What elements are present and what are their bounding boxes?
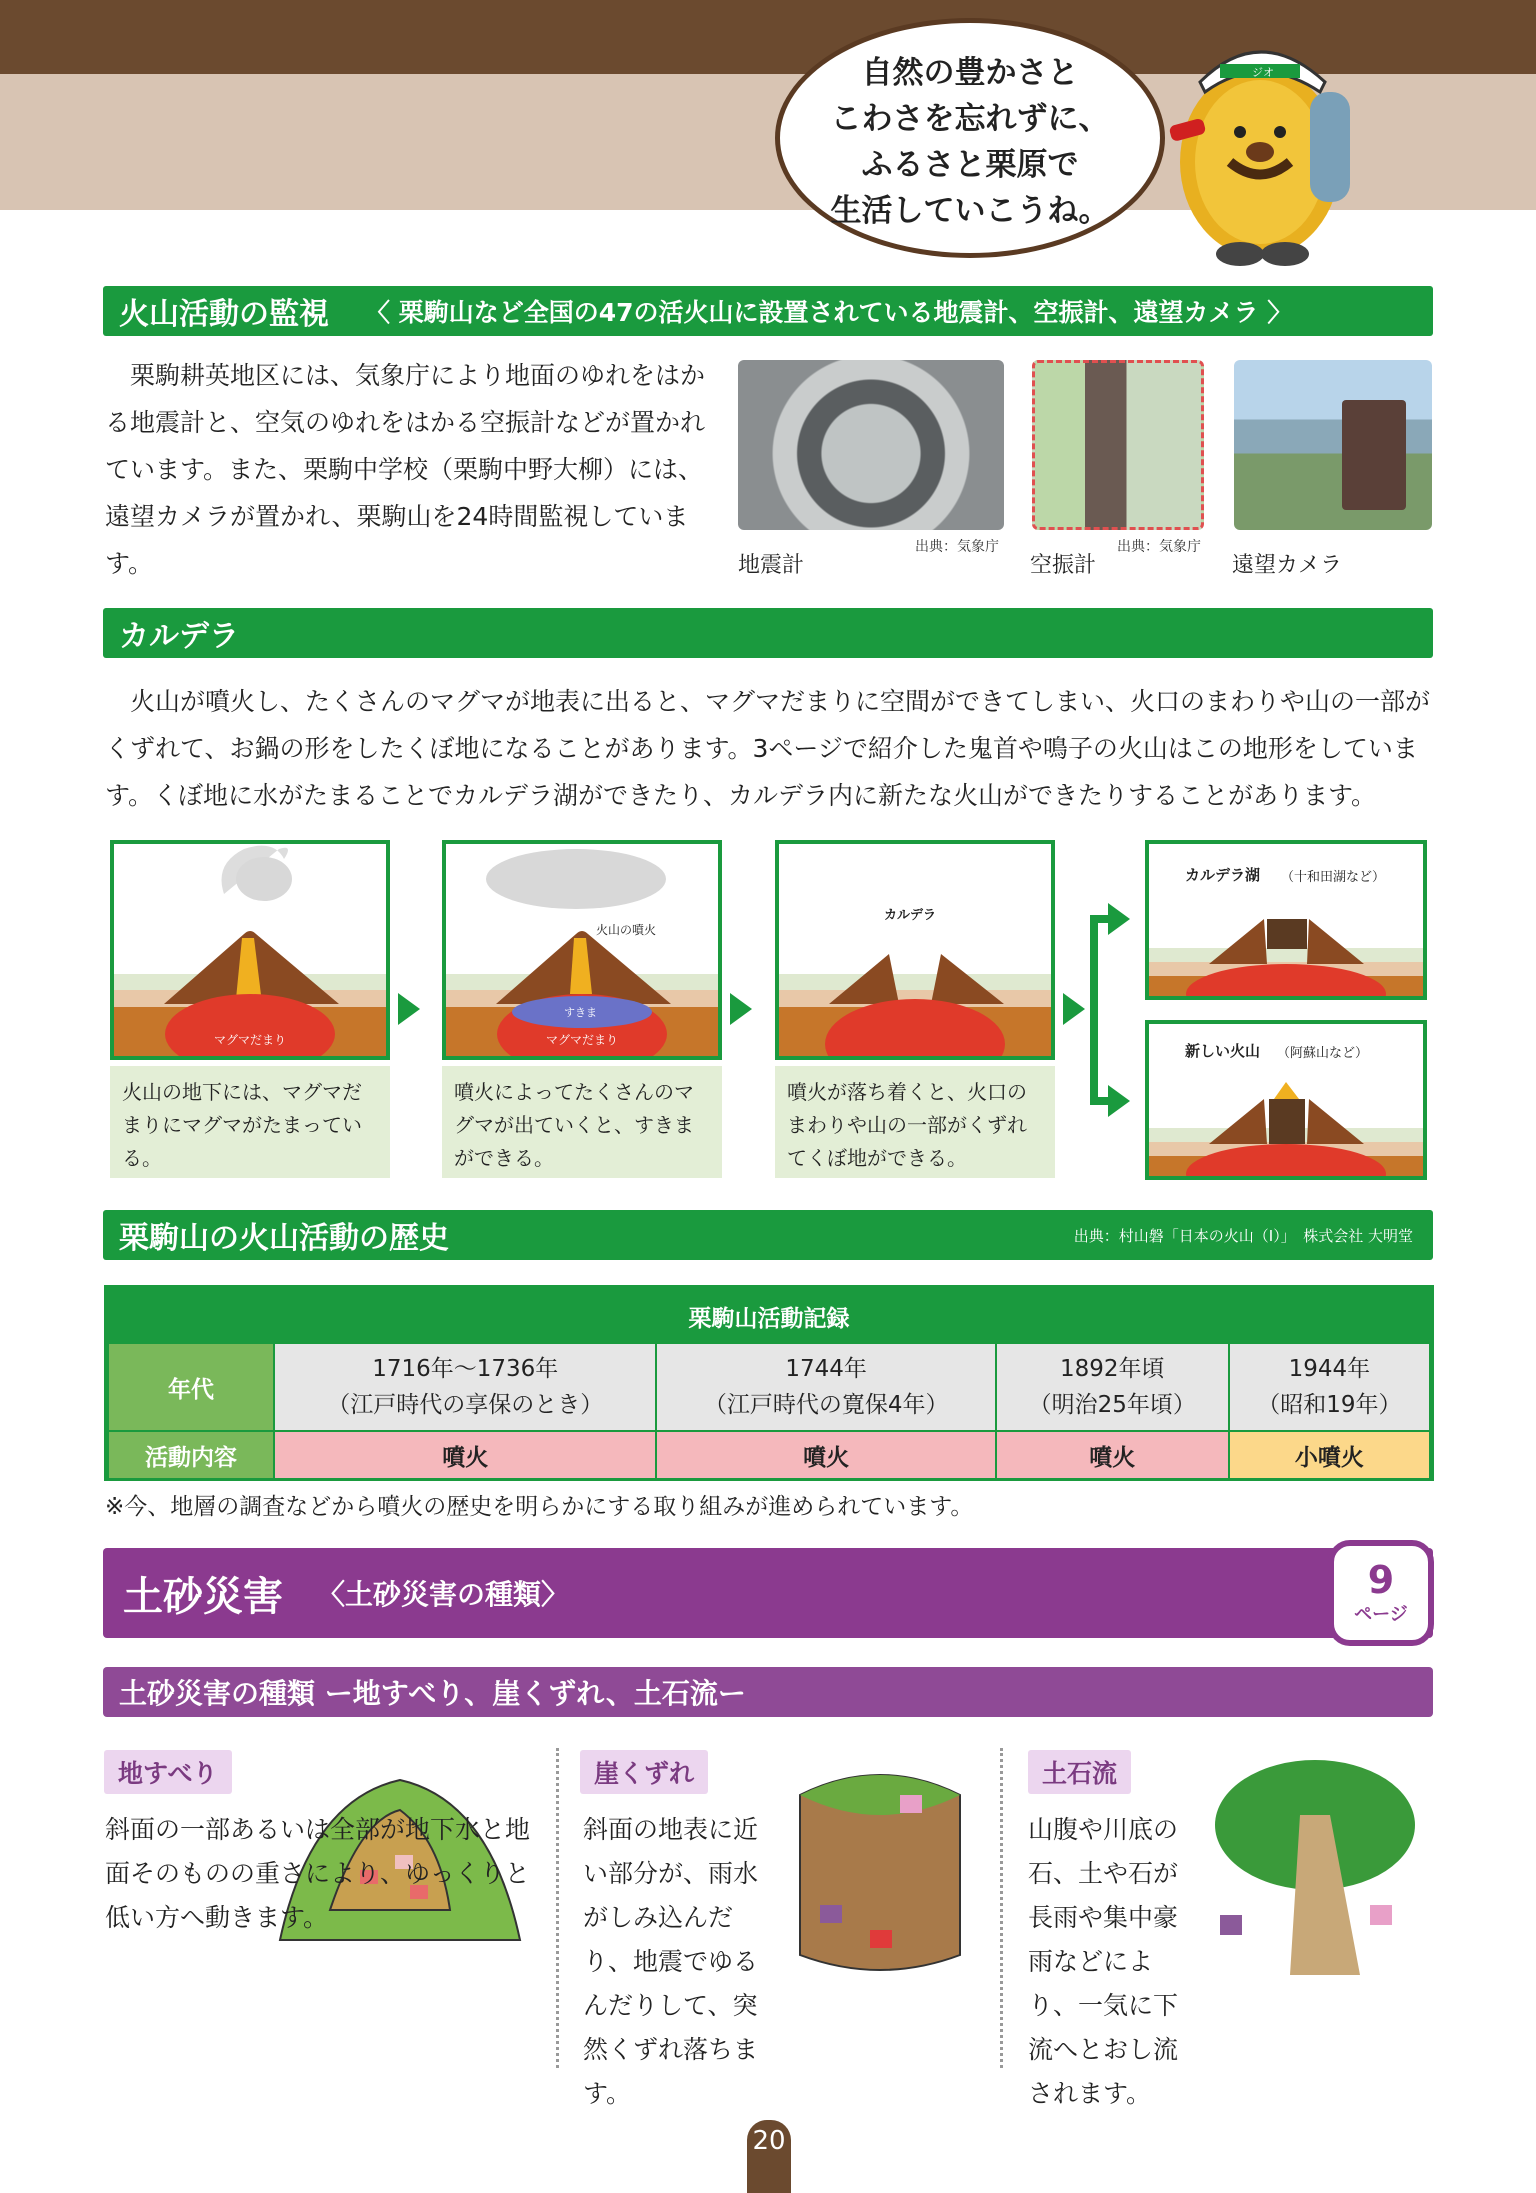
- photo-source: 出典：気象庁: [1117, 539, 1201, 555]
- caldera-lake-diagram: [1145, 840, 1427, 1000]
- arrow-icon: [1108, 903, 1130, 935]
- svg-text:マグマだまり: マグマだまり: [546, 1033, 619, 1047]
- activity-cell: 噴火: [996, 1431, 1229, 1479]
- table-title: 栗駒山活動記録: [108, 1289, 1430, 1343]
- badge-label: ページ: [1354, 1604, 1408, 1625]
- mascot-illustration: [1160, 22, 1360, 272]
- camera-shape: [1342, 400, 1406, 510]
- section-header-sediment: [103, 1548, 1433, 1638]
- svg-text:カルデラ: カルデラ: [884, 908, 937, 923]
- seismometer-photo: [738, 360, 1004, 530]
- caldera-step-note: 噴火が落ち着くと、火口のまわりや山の一部がくずれてくぼ地ができる。: [775, 1066, 1055, 1178]
- activity-record-table: [104, 1285, 1434, 1481]
- row-label: 年代: [108, 1343, 274, 1431]
- era-cell: 1892年頃 （明治25年頃）: [996, 1343, 1229, 1431]
- section-header-caldera: [103, 608, 1433, 658]
- era-cell: 1744年 （江戸時代の寛保4年）: [656, 1343, 995, 1431]
- activity-cell: 噴火: [274, 1431, 656, 1479]
- section-title: 土砂災害の種類 ー地すべり、崖くずれ、土石流ー: [119, 1677, 746, 1710]
- remote-camera-photo: [1234, 360, 1432, 530]
- svg-text:すきま: すきま: [564, 1006, 597, 1019]
- activity-cell: 小噴火: [1229, 1431, 1430, 1479]
- speech-bubble: [775, 18, 1165, 258]
- debris-flow-illustration: [1200, 1755, 1430, 1985]
- column-divider: [556, 1748, 559, 2068]
- photo-caption: 遠望カメラ: [1232, 553, 1343, 578]
- history-source: 出典：村山磐「日本の火山（Ⅰ）」 株式会社 大明堂: [1073, 1226, 1413, 1245]
- activity-cell: 噴火: [656, 1431, 995, 1479]
- type-tag: 崖くずれ: [580, 1750, 708, 1794]
- history-note: ※今、地層の調査などから噴火の歴史を明らかにする取り組みが進められています。: [105, 1494, 974, 1520]
- section-subtitle: 〈 栗駒山など全国の47の活火山に設置されている地震計、空振計、遠望カメラ 〉: [365, 298, 1293, 327]
- infrasound-photo: [1032, 360, 1204, 530]
- branch-line: [1090, 915, 1110, 923]
- speech-line: こわさを忘れずに、: [830, 101, 1110, 137]
- result-label: カルデラ湖: [1185, 866, 1261, 884]
- section-header-monitoring: [103, 286, 1433, 336]
- type-tag: 土石流: [1028, 1750, 1131, 1794]
- type-text: 山腹や川底の石、土や石が長雨や集中豪雨などにより、一気に下流へとおし流されます。: [1028, 1815, 1179, 2108]
- page-reference-badge: [1328, 1540, 1434, 1646]
- photo-caption: 空振計: [1030, 553, 1097, 578]
- section-header-history: [103, 1210, 1433, 1260]
- svg-text:マグマだまり: マグマだまり: [214, 1033, 287, 1047]
- monitoring-text: 栗駒耕英地区には、気象庁により地面のゆれをはかる地震計と、空気のゆれをはかる空振計などが置かれています。また、栗駒中学校（栗駒中野大柳）には、遠望カメラが置かれ、栗駒山を24時間監視しています。: [105, 361, 706, 578]
- arrow-icon: [1108, 1085, 1130, 1117]
- branch-line: [1090, 915, 1098, 1105]
- caldera-step-1-diagram: [110, 840, 390, 1060]
- result-example: （十和田湖など）: [1281, 870, 1386, 885]
- caldera-step-note: 噴火によってたくさんのマグマが出ていくと、すきまができる。: [442, 1066, 722, 1178]
- speech-line: 自然の豊かさと: [861, 55, 1079, 91]
- photo-caption: 地震計: [738, 553, 805, 578]
- page-number: 20: [747, 2120, 791, 2193]
- svg-text:火山の噴火: 火山の噴火: [596, 923, 657, 937]
- era-cell: 1716年〜1736年 （江戸時代の享保のとき）: [274, 1343, 656, 1431]
- caldera-step-2-diagram: [442, 840, 722, 1060]
- type-text: 斜面の一部あるいは全部が地下水と地面そのものの重さにより、ゆっくりと低い方へ動きます。: [105, 1815, 531, 1932]
- section-title: 栗駒山の火山活動の歴史: [119, 1221, 449, 1256]
- section-header-types: [103, 1667, 1433, 1717]
- badge-number: 9: [1367, 1558, 1395, 1602]
- section-title: 火山活動の監視: [119, 297, 329, 332]
- result-example: （阿蘇山など）: [1277, 1046, 1369, 1061]
- speech-line: ふるさと栗原で: [861, 147, 1079, 183]
- section-title: 土砂災害: [123, 1573, 283, 1620]
- row-label: 活動内容: [108, 1431, 274, 1479]
- svg-text:ジオ: ジオ: [1252, 66, 1274, 79]
- arrow-icon: [398, 993, 420, 1025]
- era-cell: 1944年 （昭和19年）: [1229, 1343, 1430, 1431]
- caldera-text: 火山が噴火し、たくさんのマグマが地表に出ると、マグマだまりに空間ができてしまい、火口のまわりや山の一部がくずれて、お鍋の形をしたくぼ地になることがあります。3ページで紹介した鬼首や鳴子の火山はこの地形をしています。くぼ地に水がたまることでカルデラ湖ができたり、カルデラ内に新たな火山ができたりすることがあります。: [105, 687, 1431, 810]
- result-label: 新しい火山: [1185, 1042, 1261, 1060]
- caldera-step-note: 火山の地下には、マグマだまりにマグマがたまっている。: [110, 1066, 390, 1178]
- caldera-step-3-diagram: [775, 840, 1055, 1060]
- branch-line: [1090, 1097, 1110, 1105]
- section-title: カルデラ: [119, 619, 239, 654]
- arrow-icon: [730, 993, 752, 1025]
- cliff-collapse-illustration: [780, 1755, 980, 1985]
- type-text: 斜面の地表に近い部分が、雨水がしみ込んだり、地震でゆるんだりして、突然くずれ落ちます。: [583, 1815, 759, 2108]
- speech-line: 生活していこうね。: [830, 193, 1110, 229]
- column-divider: [1000, 1748, 1003, 2068]
- new-volcano-diagram: [1145, 1020, 1427, 1180]
- type-tag: 地すべり: [104, 1750, 232, 1794]
- section-subtitle: 〈土砂災害の種類〉: [317, 1578, 570, 1611]
- arrow-icon: [1063, 993, 1085, 1025]
- photo-source: 出典：気象庁: [915, 539, 999, 555]
